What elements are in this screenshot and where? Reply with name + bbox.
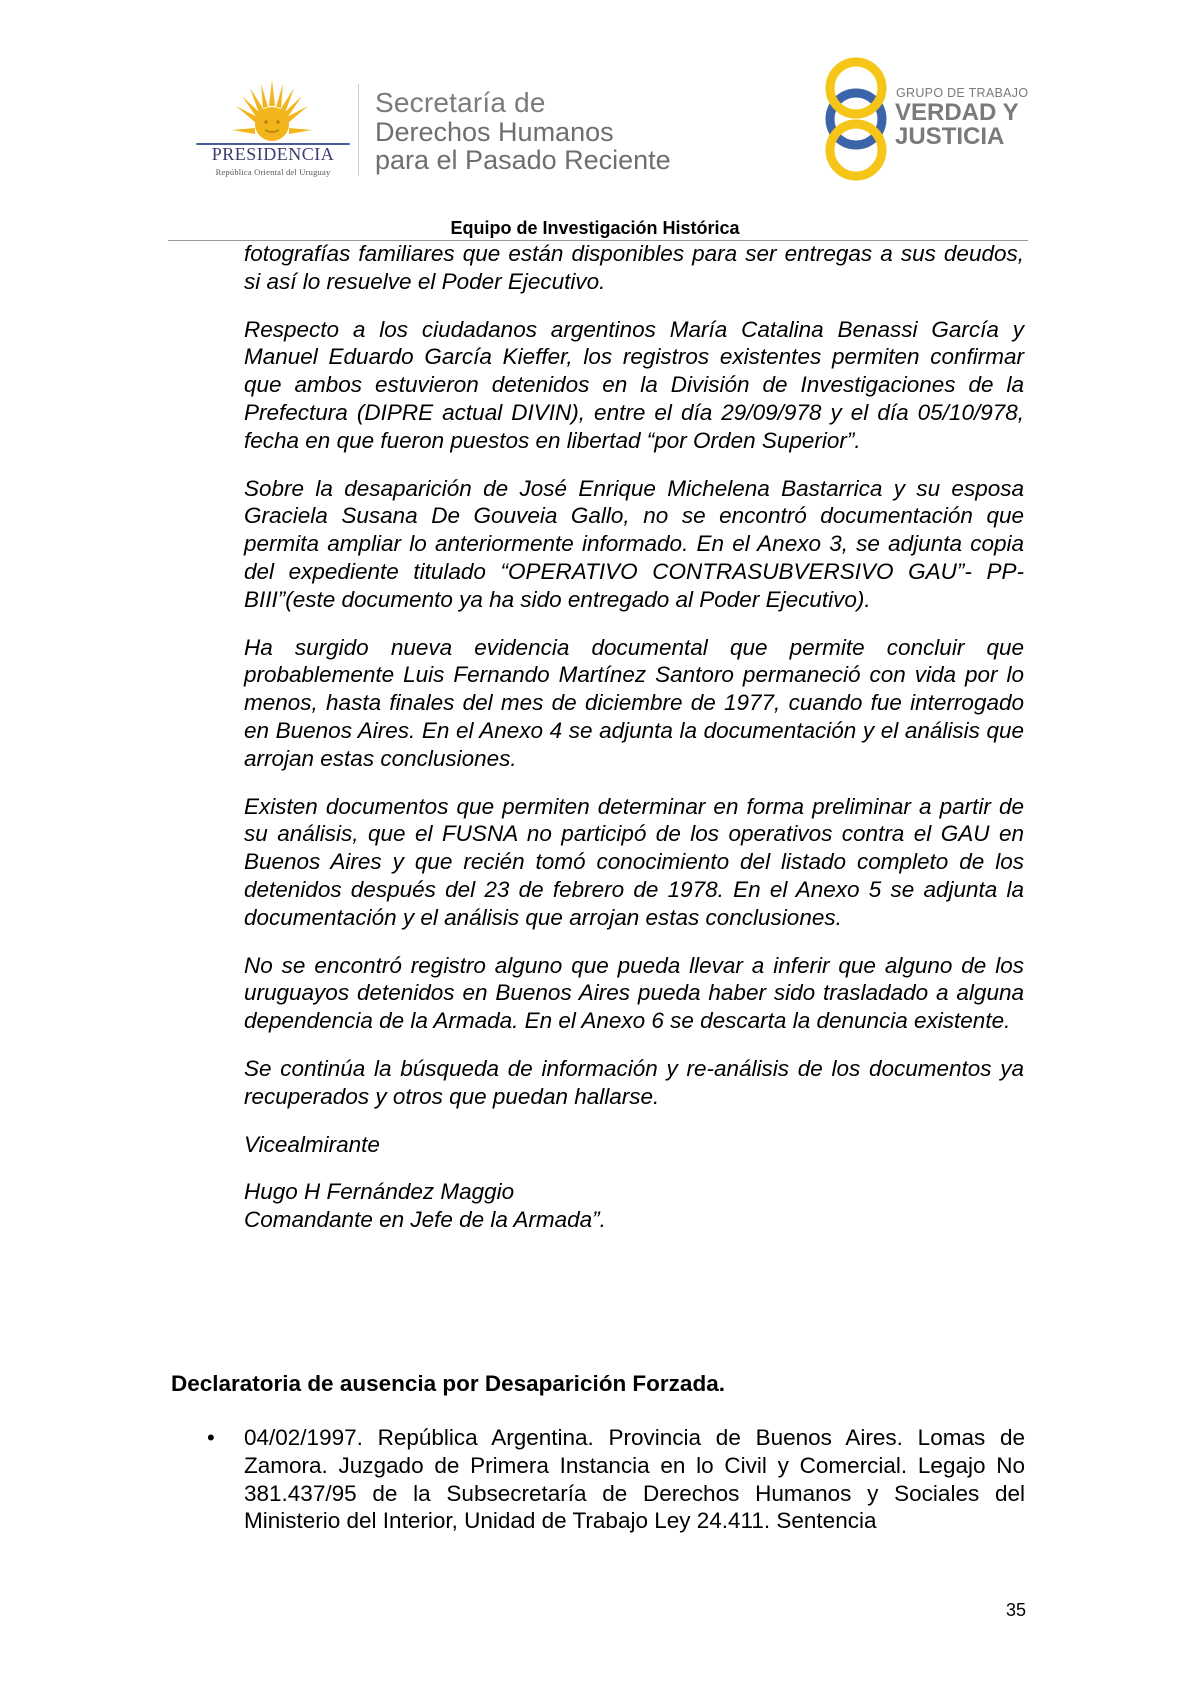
signer-name: Hugo H Fernández Maggio (244, 1179, 515, 1205)
header-divider (358, 84, 359, 176)
paragraph-7: Se continúa la búsqueda de información y re-análisis de los documentos ya recuperados y otros que puedan hallarse. (244, 1055, 1024, 1109)
secretaria-line-1: Secretaría de (375, 87, 546, 118)
presidencia-logo (196, 78, 350, 188)
signer-rank: Vicealmirante (244, 1131, 380, 1157)
vj-verdad-text: VERDAD Y (895, 99, 1019, 126)
verdad-justicia-logo (818, 56, 1030, 182)
paragraph-1: fotografías familiares que están disponibles para ser entregas a sus deudos, si así lo resuelve el Poder Ejecutivo. (244, 241, 1024, 294)
paragraph-6: No se encontró registro alguno que pueda llevar a inferir que alguno de los uruguayos detenidos en Buenos Aires pueda haber sido trasladado a alguna dependencia de la Armada. En el Anexo 6 se descarta la denuncia existente. (244, 952, 1024, 1034)
page-number: 35 (1006, 1600, 1027, 1620)
section-heading: Declaratoria de ausencia por Desaparición Forzada. (171, 1371, 725, 1396)
paragraph-2: Respecto a los ciudadanos argentinos María Catalina Benassi García y Manuel Eduardo García Kieffer, los registros existentes permiten confirmar que ambos estuvieron detenidos en la División de Investigaciones de la Prefectura (DIPRE actual DIVIN), entre el día 29/09/978 y el día 05/10/978, fecha en que fueron puestos en libertad “por Orden Superior”. (244, 316, 1024, 453)
paragraph-3: Sobre la desaparición de José Enrique Michelena Bastarrica y su esposa Graciela Susana De Gouveia Gallo, no se encontró documentación que permita ampliar lo anteriormente informado. En el Anexo 3, se adjunta copia del expediente titulado “OPERATIVO CONTRASUBVERSIVO GAU”- PP-BIII”(este documento ya ha sido entregado al Poder Ejecutivo). (244, 475, 1024, 612)
paragraph-5: Existen documentos que permiten determinar en forma preliminar a partir de su análisis, que el FUSNA no participó de los operativos contra el GAU en Buenos Aires y que recién tomó conocimiento del listado completo de los detenidos después del 23 de febrero de 1978. En el Anexo 5 se adjunta la documentación y el análisis que arrojan estas conclusiones. (244, 793, 1024, 930)
quoted-letter-body (244, 240, 1024, 1254)
secretaria-line-2: Derechos Humanos (375, 117, 614, 147)
presidencia-name: PRESIDENCIA (211, 144, 335, 164)
presidencia-subtitle: República Oriental del Uruguay (215, 167, 331, 177)
running-header-title: Equipo de Investigación Histórica (450, 218, 740, 238)
vj-justicia-text: JUSTICIA (895, 123, 1005, 150)
secretaria-line-3: para el Pasado Reciente (375, 145, 671, 175)
vj-grupo-text: GRUPO DE TRABAJO (896, 86, 1029, 100)
signer-title: Comandante en Jefe de la Armada”. (244, 1207, 606, 1233)
paragraph-4: Ha surgido nueva evidencia documental que permite concluir que probablemente Luis Fernando Martínez Santoro permaneció con vida por lo menos, hasta finales del mes de diciembre de 1977, cuando fue interrogado en Buenos Aires. En el Anexo 4 se adjunta la documentación y el análisis que arrojan estas conclusiones. (244, 634, 1024, 771)
signature-block (244, 1178, 1024, 1234)
bullet-dot-icon: • (207, 1425, 215, 1450)
interlocked-rings-icon (818, 56, 898, 182)
bullet-item: 04/02/1997. República Argentina. Provincia de Buenos Aires. Lomas de Zamora. Juzgado de Primera Instancia en lo Civil y Comercial. Legajo No 381.437/95 de la Subsecretaría de Derechos Humanos y Sociales del Ministerio del Interior, Unidad de Trabajo Ley 24.411. Sentencia (244, 1425, 1025, 1534)
secretaria-logo-text (375, 88, 671, 174)
